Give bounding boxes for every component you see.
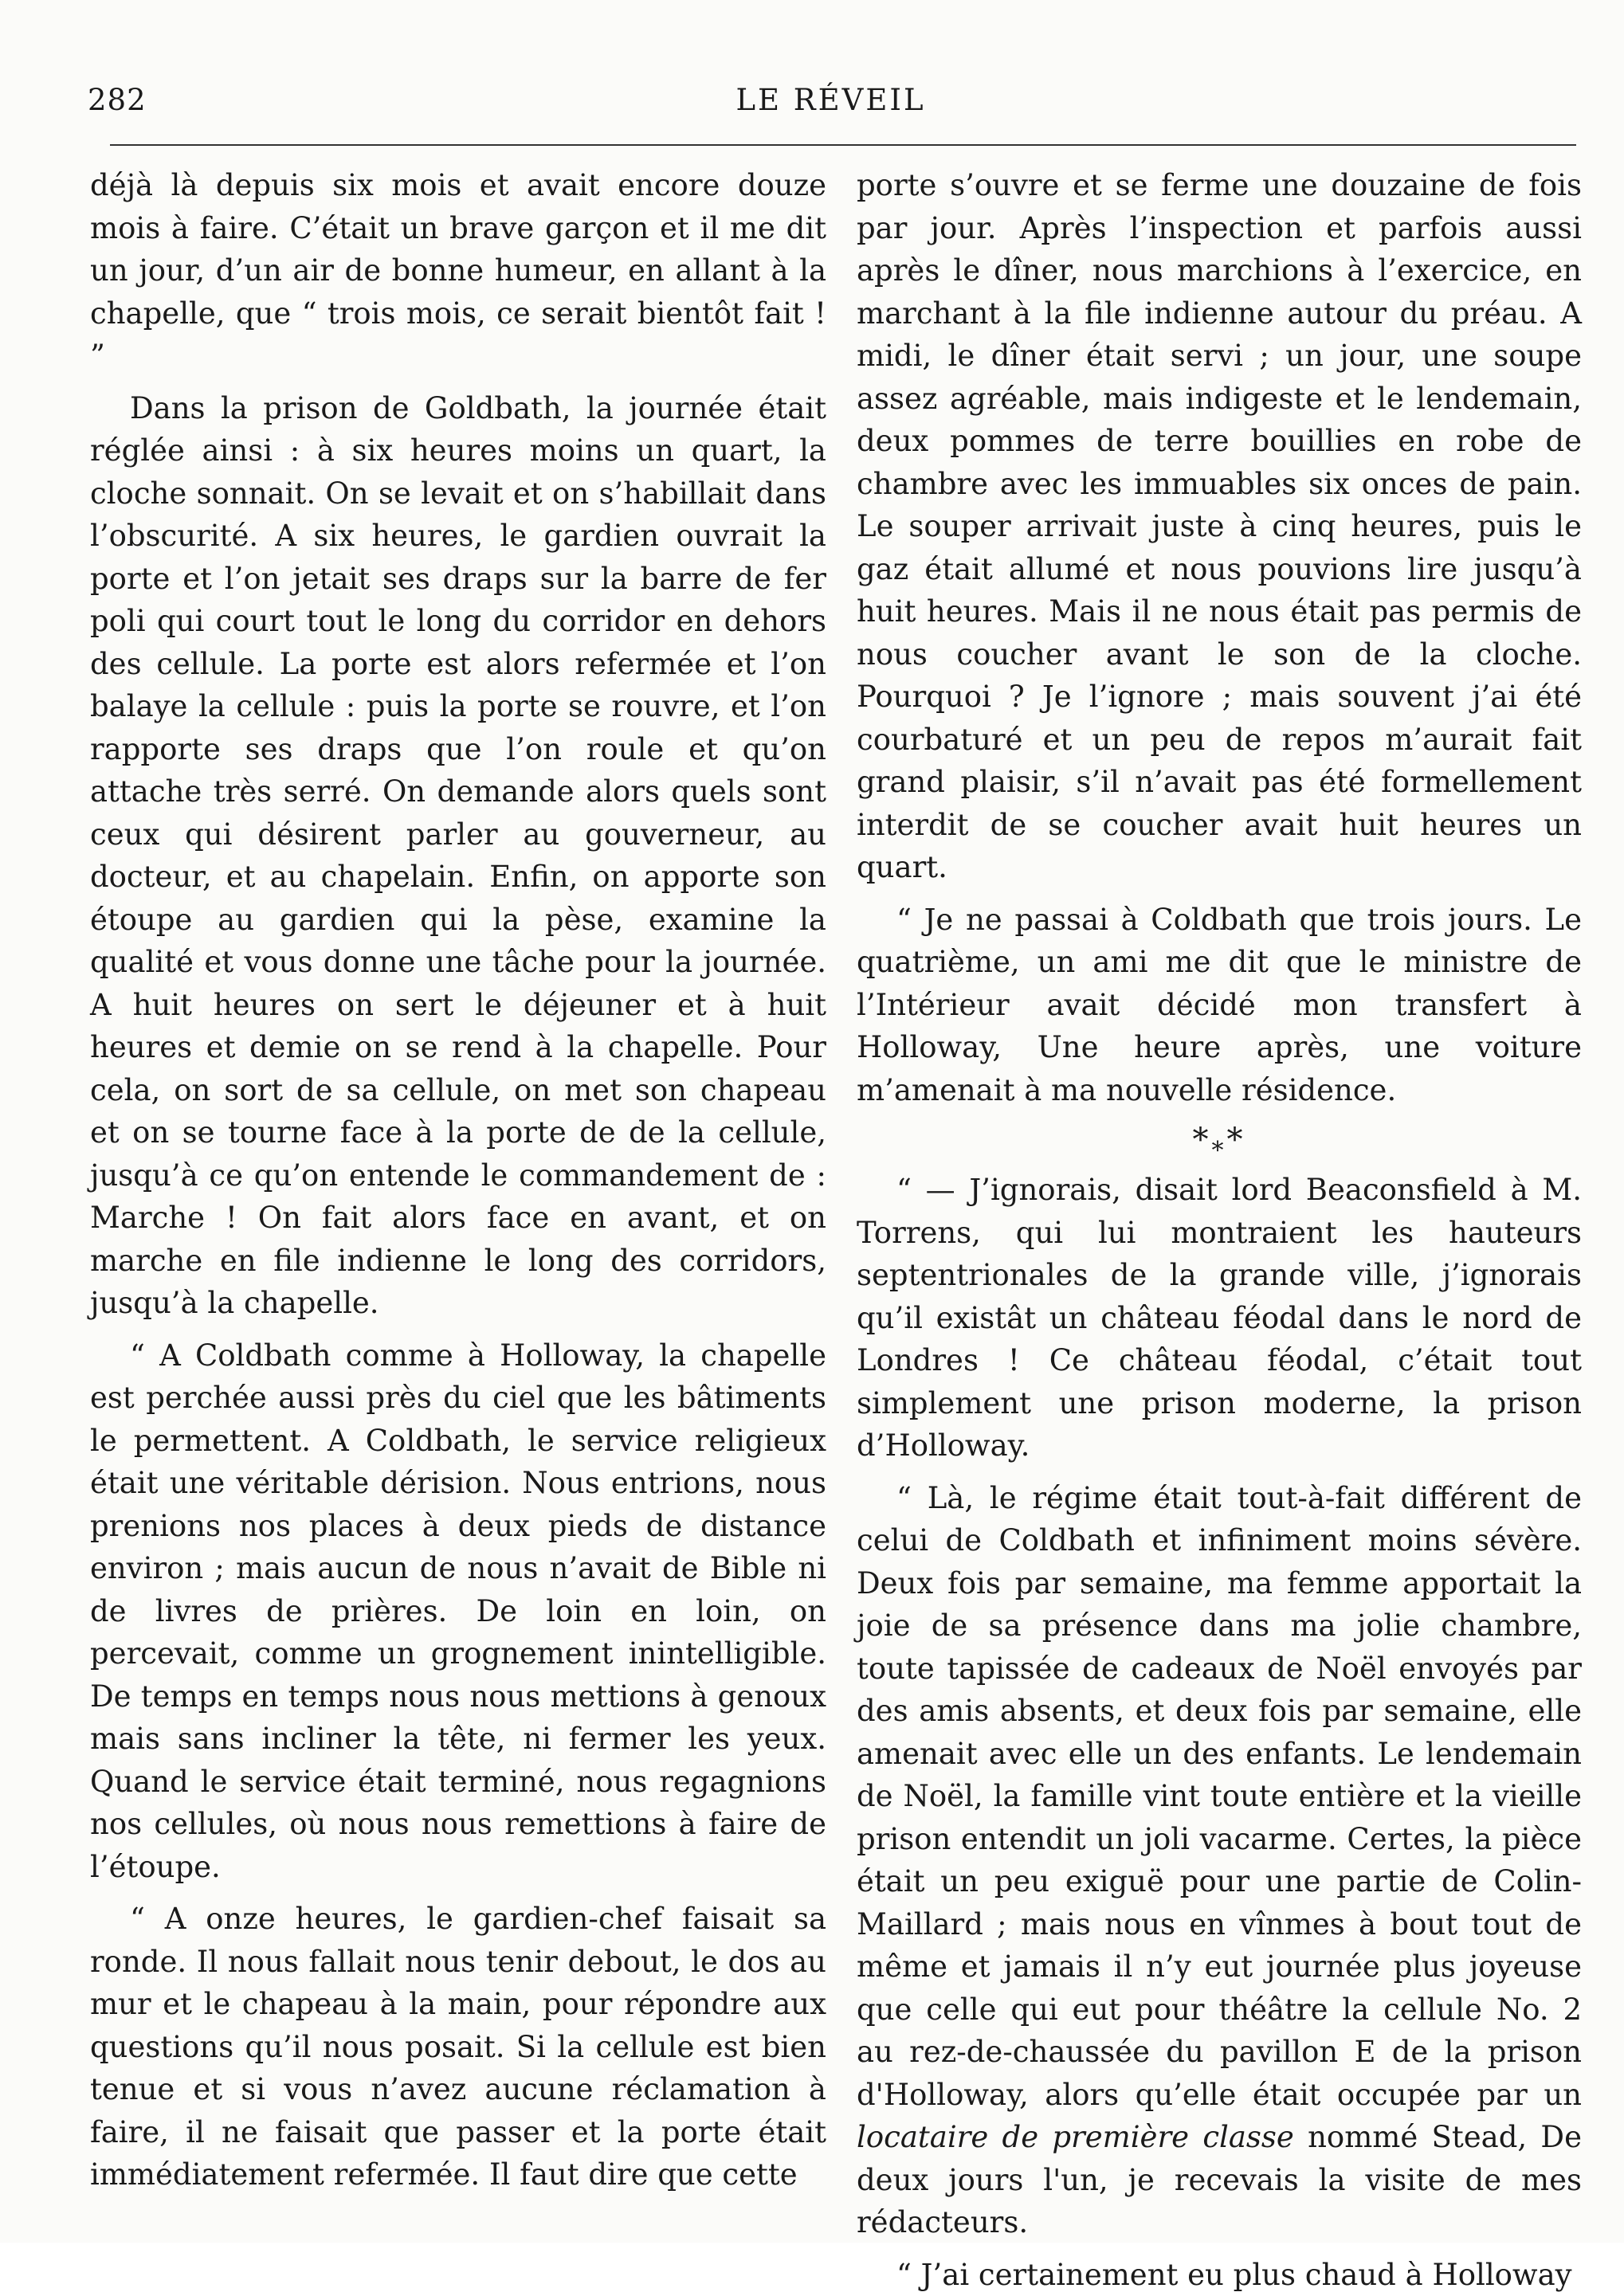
- asterism-star: *: [1193, 1122, 1212, 1158]
- left-column: [90, 164, 826, 2196]
- paragraph-text: nommé Stead, De deux jours l'un, je recevais la visite de mes rédacteurs.: [857, 2120, 1582, 2239]
- running-head: [88, 83, 1574, 131]
- paragraph: [857, 1477, 1582, 2244]
- header-rule: [110, 144, 1576, 146]
- page-number: 282: [88, 83, 147, 117]
- right-column: [857, 164, 1582, 2296]
- paragraph: “ Je ne passai à Coldbath que trois jours. Le quatrième, un ami me dit que le ministre de l’Intérieur avait décidé mon transfert à Holloway, Une heure après, une voiture m’amenait à ma nouvelle résidence.: [857, 899, 1582, 1112]
- running-title: LE RÉVEIL: [88, 83, 1574, 117]
- paragraph: porte s’ouvre et se ferme une douzaine de fois par jour. Après l’inspection et parfois aussi après le dîner, nous marchions à l’exercice, en marchant à la file indienne autour du préau. A midi, le dîner était servi ; un jour, une soupe assez agréable, mais indigeste et le lendemain, deux pommes de terre bouillies en robe de chambre avec les immuables six onces de pain. Le souper arrivait juste à cinq heures, puis le gaz était allumé et nous pouvions lire jusqu’à huit heures. Mais il ne nous était pas permis de nous coucher avant le son de la cloche. Pourquoi ? Je l’ignore ; mais souvent j’ai été courbaturé et un peu de repos m’aurait fait grand plaisir, s’il n’avait pas été formellement interdit de se coucher avait huit heures un quart.: [857, 164, 1582, 889]
- paragraph: “ A Coldbath comme à Holloway, la chapelle est perchée aussi près du ciel que les bâtiments le permettent. A Coldbath, le service religieux était une véritable dérision. Nous entrions, nous prenions nos places à deux pieds de distance environ ; mais aucun de nous n’avait de Bible ni de livres de prières. De loin en loin, on percevait, comme un grognement inintelligible. De temps en temps nous nous mettions à genoux mais sans incliner la tête, ni fermer les yeux. Quand le service était terminé, nous regagnions nos cellules, où nous nous remettions à faire de l’étoupe.: [90, 1334, 826, 1889]
- paragraph: “ — J’ignorais, disait lord Beaconsfield à M. Torrens, qui lui montraient les hauteurs septentrionales de la grande ville, j’ignorais qu’il existât un château féodal dans le nord de Londres ! Ce château féodal, c’était tout simplement une prison moderne, la prison d’Holloway.: [857, 1169, 1582, 1467]
- paragraph: “ J’ai certainement eu plus chaud à Holloway: [857, 2254, 1582, 2296]
- asterism-star: *: [1212, 1137, 1227, 1165]
- paragraph-text: “ Là, le régime était tout-à-fait différent de celui de Coldbath et infiniment moins sévère. Deux fois par semaine, ma femme apportait la joie de sa présence dans ma jolie chambre, toute tapissée de cadeaux de Noël envoyés par des amis absents, et deux fois par semaine, elle amenait avec elle un des enfants. Le lendemain de Noël, la famille vint toute entière et la vieille prison entendit un joli vacarme. Certes, la pièce était un peu exiguë pour une partie de Colin-Maillard ; mais nous en vînmes à bout tout de même et jamais il n’y eut journée plus joyeuse que celle qui eut pour théâtre la cellule No. 2 au rez-de-chaussée du pavillon E de la prison d'Holloway, alors qu’elle était occupée par un: [857, 1481, 1582, 2112]
- paragraph: déjà là depuis six mois et avait encore douze mois à faire. C’était un brave garçon et il me dit un jour, d’un air de bonne humeur, en allant à la chapelle, que “ trois mois, ce serait bientôt fait ! ”: [90, 164, 826, 378]
- paragraph: “ A onze heures, le gardien-chef faisait sa ronde. Il nous fallait nous tenir debout, le dos au mur et le chapeau à la main, pour répondre aux questions qu’il nous posait. Si la cellule est bien tenue et si vous n’avez aucune réclamation à faire, il ne faisait que passer et la porte était immédiatement refermée. Il faut dire que cette: [90, 1898, 826, 2196]
- paragraph: Dans la prison de Goldbath, la journée était réglée ainsi : à six heures moins un quart, la cloche sonnait. On se levait et on s’habillait dans l’obscurité. A six heures, le gardien ouvrait la porte et l’on jetait ses draps sur la barre de fer poli qui court tout le long du corridor en dehors des cellule. La porte est alors refermée et l’on balaye la cellule : puis la porte se rouvre, et l’on rapporte ses draps que l’on roule et qu’on attache très serré. On demande alors quels sont ceux qui désirent parler au gouverneur, au docteur, et au chapelain. Enfin, on apporte son étoupe au gardien qui la pèse, examine la qualité et vous donne une tâche pour la journée. A huit heures on sert le déjeuner et à huit heures et demie on se rend à la chapelle. Pour cela, on sort de sa cellule, on met son chapeau et on se tourne face à la porte de de la cellule, jusqu’à ce qu’on entende le commandement de : Marche ! On fait alors face en avant, et on marche en file indienne le long des corridors, jusqu’à la chapelle.: [90, 387, 826, 1325]
- italic-phrase: locataire de première classe: [857, 2120, 1294, 2154]
- asterism-separator: [857, 1121, 1582, 1162]
- asterism-star: *: [1227, 1122, 1246, 1158]
